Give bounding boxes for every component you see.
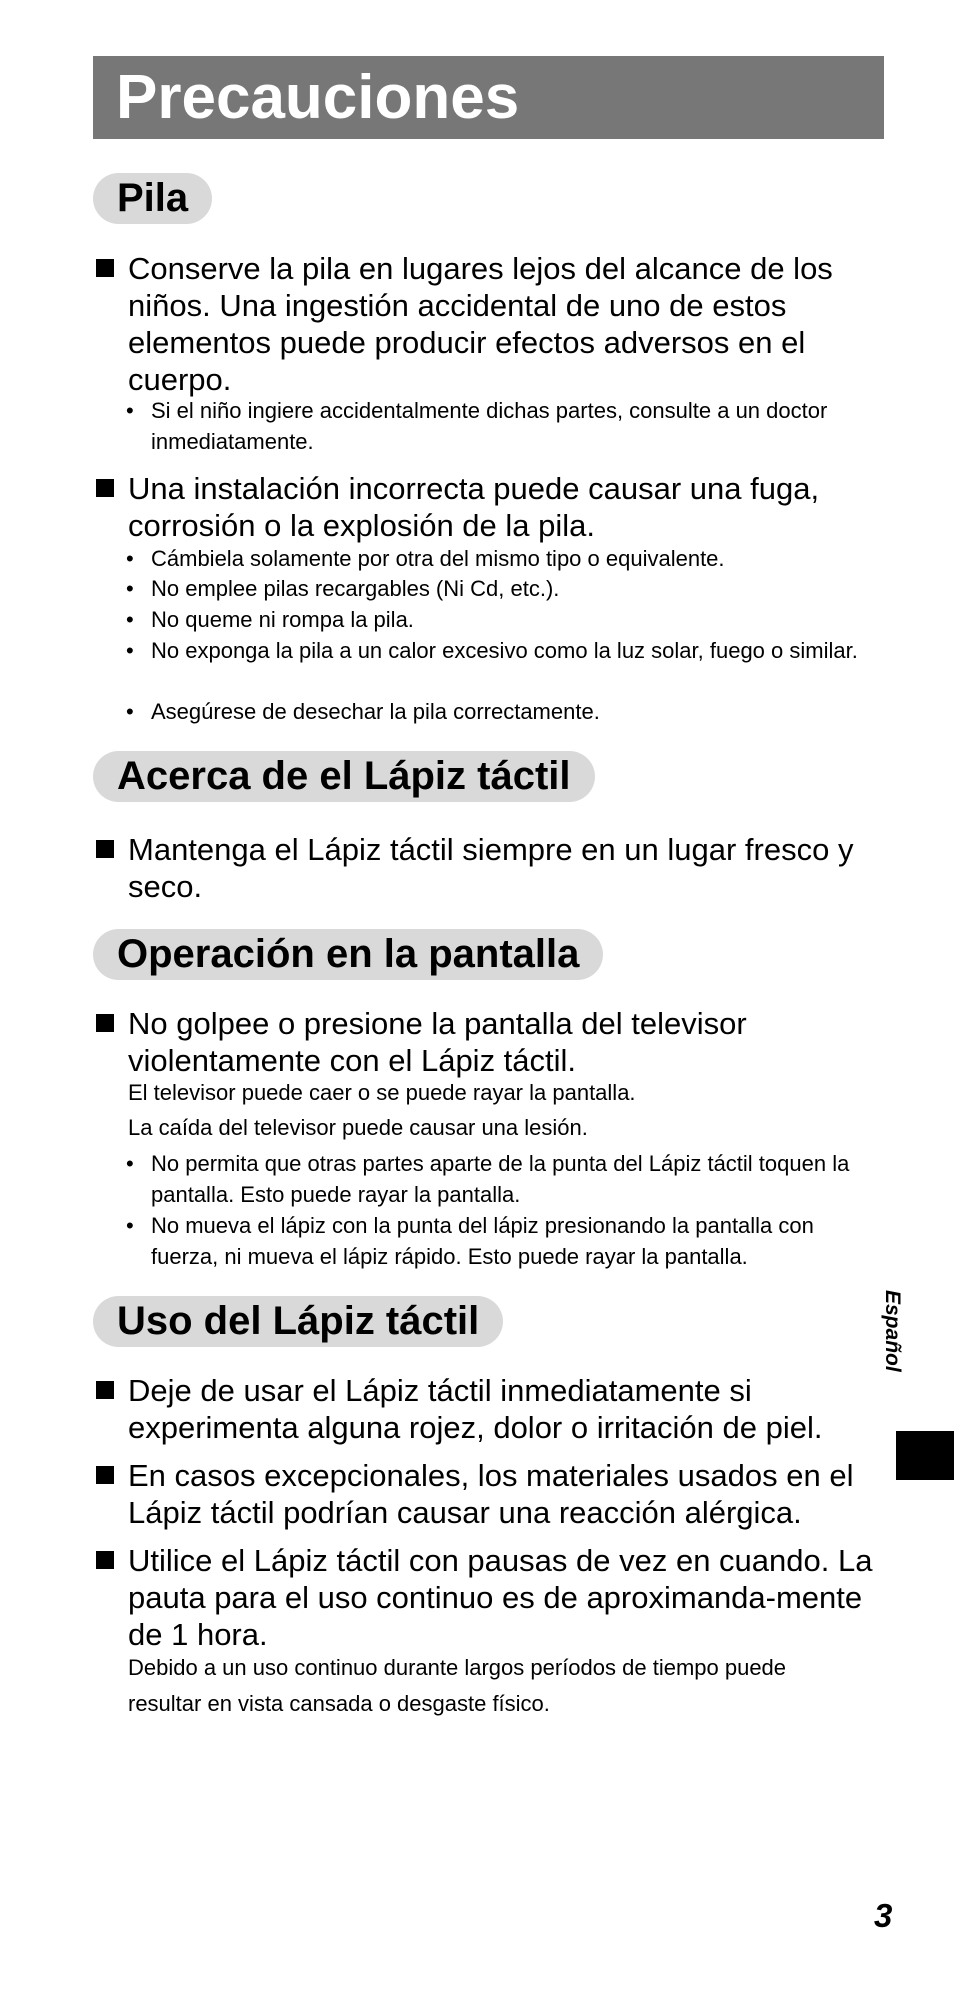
- bullet-dot-icon: •: [126, 607, 134, 632]
- bullet-dot-icon: •: [126, 546, 134, 571]
- sub-list-item: • No emplee pilas recargables (Ni Cd, etc.).: [126, 573, 884, 604]
- square-bullet-icon: [96, 259, 114, 277]
- bullet-dot-icon: •: [126, 576, 134, 601]
- list-item: En casos excepcionales, los materiales usados en el Lápiz táctil podrían causar una reacción alérgica.: [96, 1457, 884, 1531]
- square-bullet-icon: [96, 1466, 114, 1484]
- note-text: Debido a un uso continuo durante largos períodos de tiempo puede: [128, 1655, 787, 1680]
- list-item: Utilice el Lápiz táctil con pausas de vez en cuando. La pauta para el uso continuo es de aproximanda-mente de 1 hora.: [96, 1542, 884, 1653]
- section-heading-acerca-lapiz: Acerca de el Lápiz táctil: [93, 751, 595, 802]
- list-item: Conserve la pila en lugares lejos del alcance de los niños. Una ingestión accidental de uno de estos elementos puede producir efectos adversos en el cuerpo.: [96, 250, 884, 398]
- bullet-dot-icon: •: [126, 398, 134, 423]
- note-text: El televisor puede caer o se puede rayar la pantalla.: [128, 1080, 636, 1105]
- sub-list-item: • Si el niño ingiere accidentalmente dichas partes, consulte a un doctor inmediatamente.: [126, 395, 884, 457]
- square-bullet-icon: [96, 1014, 114, 1032]
- sub-list-item: • No permita que otras partes aparte de la punta del Lápiz táctil toquen la pantalla. Esto puede rayar la pantalla.: [126, 1148, 884, 1210]
- section-heading-uso-lapiz: Uso del Lápiz táctil: [93, 1296, 503, 1347]
- sub-list-item: • No exponga la pila a un calor excesivo como la luz solar, fuego o similar.: [126, 635, 884, 666]
- sub-list-item: • Cámbiela solamente por otra del mismo tipo o equivalente.: [126, 543, 884, 574]
- note-text: La caída del televisor puede causar una lesión.: [128, 1115, 588, 1140]
- list-item: No golpee o presione la pantalla del televisor violentamente con el Lápiz táctil.: [96, 1005, 884, 1079]
- section-heading-pila: Pila: [93, 173, 212, 224]
- sub-list-item: • Asegúrese de desechar la pila correctamente.: [126, 696, 884, 727]
- list-item: Deje de usar el Lápiz táctil inmediatamente si experimenta alguna rojez, dolor o irritación de piel.: [96, 1372, 884, 1446]
- bullet-dot-icon: •: [126, 699, 134, 724]
- bullet-dot-icon: •: [126, 638, 134, 663]
- list-item: Mantenga el Lápiz táctil siempre en un lugar fresco y seco.: [96, 831, 884, 905]
- note-text: resultar en vista cansada o desgaste físico.: [128, 1691, 550, 1716]
- square-bullet-icon: [96, 479, 114, 497]
- page-title: Precauciones: [93, 56, 884, 139]
- sub-list-item: • No mueva el lápiz con la punta del lápiz presionando la pantalla con fuerza, ni mueva el lápiz rápido. Esto puede rayar la pantalla.: [126, 1210, 884, 1272]
- bullet-dot-icon: •: [126, 1213, 134, 1238]
- language-tab-marker: [896, 1431, 954, 1480]
- bullet-dot-icon: •: [126, 1151, 134, 1176]
- square-bullet-icon: [96, 1551, 114, 1569]
- list-item: Una instalación incorrecta puede causar una fuga, corrosión o la explosión de la pila.: [96, 470, 884, 544]
- section-heading-operacion-pantalla: Operación en la pantalla: [93, 929, 603, 980]
- square-bullet-icon: [96, 1381, 114, 1399]
- page-number: 3: [874, 1897, 893, 1934]
- sub-list-item: • No queme ni rompa la pila.: [126, 604, 884, 635]
- square-bullet-icon: [96, 840, 114, 858]
- language-tab-label: Español: [881, 1290, 904, 1372]
